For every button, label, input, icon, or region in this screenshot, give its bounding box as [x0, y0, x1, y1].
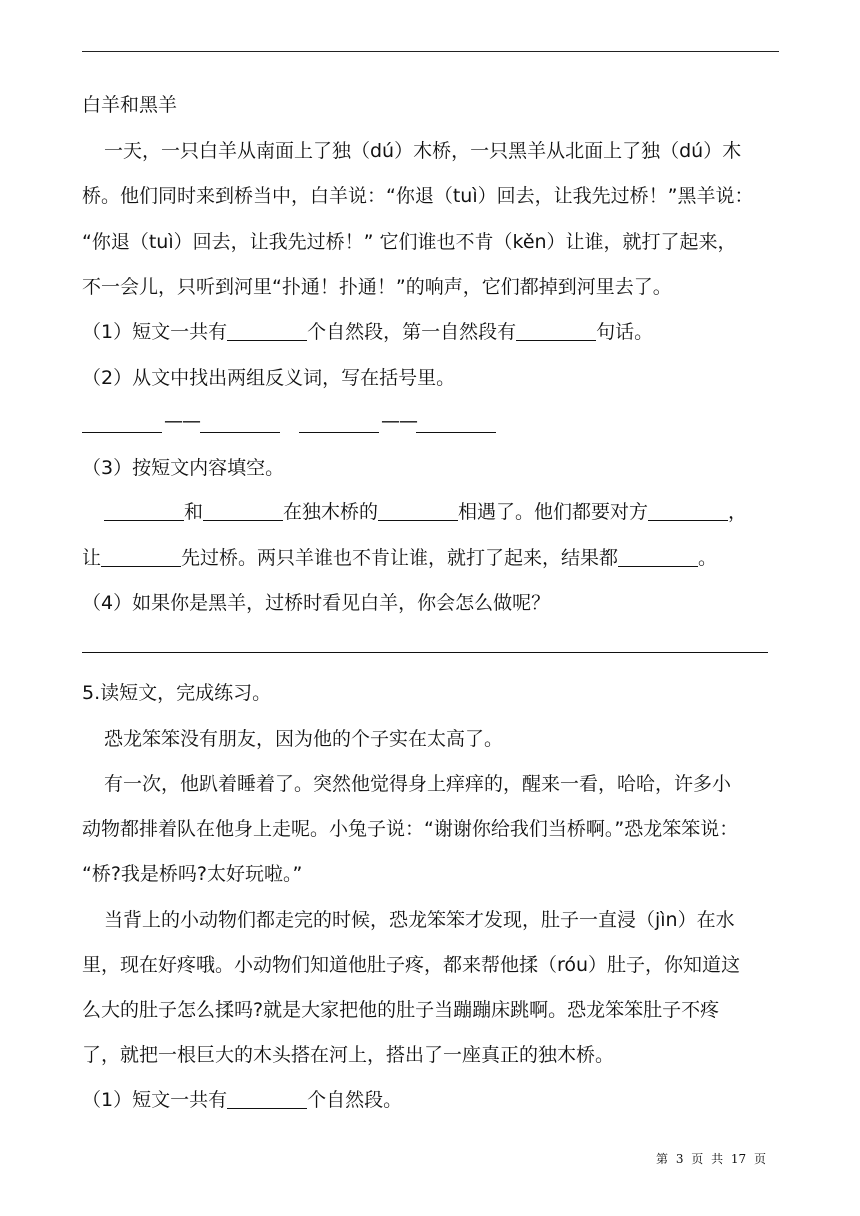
- passage-line: 当背上的小动物们都走完的时候，恐龙笨笨才发现，肚子一直浸（jìn）在水: [104, 909, 735, 931]
- answer-blank[interactable]: [227, 1088, 307, 1109]
- question-text: 让: [82, 547, 102, 569]
- section-5-title: 5.读短文，完成练习。: [82, 682, 272, 704]
- dash-separator: ——: [381, 410, 417, 432]
- passage-line: 不一会儿，只听到河里“扑通！扑通！”的响声，它们都掉到河里去了。: [82, 276, 672, 298]
- question-text: 个自然段，第一自然段有: [307, 321, 517, 343]
- question-3-fill-line: [104, 498, 747, 526]
- passage-line: “你退（tuì）回去，让我先过桥！” 它们谁也不肯（kěn）让谁，就打了起来，: [82, 231, 737, 253]
- passage-line: 桥。他们同时来到桥当中，白羊说：“你退（tuì）回去，让我先过桥！”黑羊说：: [82, 185, 754, 207]
- question-4: （4）如果你是黑羊，过桥时看见白羊，你会怎么做呢？: [82, 592, 551, 614]
- question-3: （3）按短文内容填空。: [82, 457, 285, 479]
- passage-line: “桥?我是桥吗?太好玩啦。”: [82, 863, 303, 885]
- question-text: 。: [698, 547, 718, 569]
- passage-line: 里，现在好疼哦。小动物们知道他肚子疼，都来帮他揉（róu）肚子，你知道这: [82, 954, 741, 976]
- answer-blank[interactable]: [203, 500, 283, 521]
- question-text: 和: [184, 501, 204, 523]
- answer-blank[interactable]: [200, 412, 280, 433]
- answer-blank[interactable]: [618, 546, 698, 567]
- answer-blank[interactable]: [104, 500, 184, 521]
- page-footer: 第 3 页 共 17 页: [656, 1152, 766, 1166]
- question-2: （2）从文中找出两组反义词，写在括号里。: [82, 367, 456, 389]
- question-text: ，: [728, 501, 748, 523]
- question-text: 先过桥。两只羊谁也不肯让谁，就打了起来，结果都: [181, 547, 619, 569]
- answer-blank[interactable]: [101, 546, 181, 567]
- question-text: 相遇了。他们都要对方: [458, 501, 649, 523]
- passage-line: 有一次，他趴着睡着了。突然他觉得身上痒痒的，醒来一看，哈哈，许多小: [104, 773, 732, 795]
- answer-blank[interactable]: [82, 412, 162, 433]
- passage-line: 一天，一只白羊从南面上了独（dú）木桥，一只黑羊从北面上了独（dú）木: [104, 140, 742, 162]
- passage-line: 了，就把一根巨大的木头搭在河上，搭出了一座真正的独木桥。: [82, 1044, 615, 1066]
- question-text: 在独木桥的: [283, 501, 379, 523]
- answer-blank[interactable]: [516, 320, 596, 341]
- header-rule: [82, 51, 779, 52]
- passage-line: 么大的肚子怎么揉吗?就是大家把他的肚子当蹦蹦床跳啊。恐龙笨笨肚子不疼: [82, 999, 720, 1021]
- question-text: （1）短文一共有: [82, 1089, 228, 1111]
- section-5-question-1: [82, 1086, 402, 1114]
- answer-blank[interactable]: [378, 500, 458, 521]
- answer-blank[interactable]: [227, 320, 307, 341]
- question-text: （1）短文一共有: [82, 321, 228, 343]
- answer-blank[interactable]: [648, 500, 728, 521]
- answer-blank[interactable]: [416, 412, 496, 433]
- answer-line[interactable]: [82, 652, 768, 653]
- question-3-fill-line: [82, 544, 717, 572]
- dash-separator: ——: [164, 410, 200, 432]
- answer-blank[interactable]: [299, 412, 379, 433]
- passage-line: 恐龙笨笨没有朋友，因为他的个子实在太高了。: [104, 728, 504, 750]
- passage-line: 动物都排着队在他身上走呢。小兔子说：“谢谢你给我们当桥啊。”恐龙笨笨说：: [82, 818, 739, 840]
- question-text: 个自然段。: [307, 1089, 403, 1111]
- passage-title: 白羊和黑羊: [82, 94, 178, 116]
- question-text: 句话。: [596, 321, 654, 343]
- question-1: [82, 318, 653, 346]
